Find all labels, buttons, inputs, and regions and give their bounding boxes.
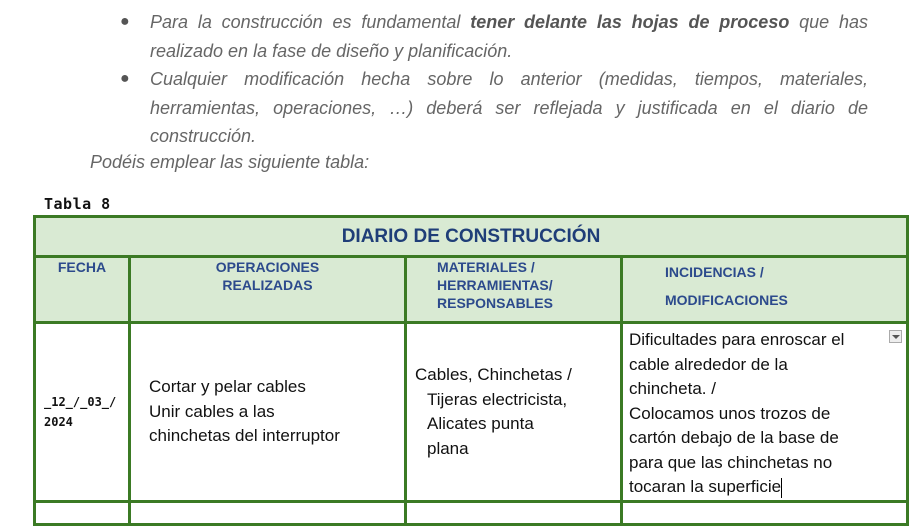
- header-line: REALIZADAS: [222, 277, 313, 293]
- bullet-icon: ●: [120, 13, 130, 30]
- cell-line: cable alrededor de la: [629, 354, 788, 374]
- cell-empty[interactable]: [35, 502, 130, 525]
- table-row-empty: [35, 502, 908, 525]
- cell-line-last: [629, 475, 906, 500]
- cell-line: 2024: [44, 415, 73, 429]
- instruction-text: Cualquier modificación hecha sobre lo anterior (medidas, tiempos, materiales, herramientas, operaciones, …) deberá ser reflejada y justificada en el diario de construcción.: [150, 69, 868, 146]
- cell-line: cartón debajo de la base de: [629, 428, 839, 447]
- cell-fecha[interactable]: [35, 323, 130, 502]
- dropdown-arrow-icon[interactable]: [889, 330, 902, 343]
- cell-materiales[interactable]: [406, 323, 622, 502]
- cell-line: chincheta. /: [629, 379, 716, 398]
- table-intro: Podéis emplear las siguiente tabla:: [90, 152, 370, 172]
- cell-line: Cables, Chinchetas /: [415, 365, 572, 384]
- cell-line: Unir cables a las: [149, 401, 275, 421]
- cell-line: Tijeras electricista,: [427, 389, 568, 409]
- cell-line: chinchetas del interruptor: [149, 426, 340, 446]
- table-title-row: [35, 217, 908, 257]
- header-line: RESPONSABLES: [437, 295, 553, 311]
- instruction-item: [118, 65, 868, 151]
- cell-empty[interactable]: [130, 502, 406, 525]
- cell-line: plana: [427, 438, 469, 458]
- cell-line: tocaran la superficie: [629, 477, 782, 496]
- cell-empty[interactable]: [622, 502, 908, 525]
- table-row: [35, 323, 908, 502]
- text-cursor: [781, 478, 782, 498]
- instruction-text: que has realizado en la fase de diseño y planificación.: [150, 12, 868, 61]
- cell-line: Dificultades para enroscar el: [629, 330, 845, 349]
- header-line: INCIDENCIAS /: [665, 264, 764, 280]
- cell-line: Alicates punta: [427, 414, 534, 433]
- header-line: MODIFICACIONES: [665, 292, 788, 308]
- cell-operaciones[interactable]: [130, 323, 406, 502]
- header-line: OPERACIONES: [215, 259, 320, 275]
- table-caption: Tabla 8: [44, 195, 111, 213]
- header-line: HERRAMIENTAS/: [437, 277, 553, 293]
- header-materiales: [406, 257, 622, 323]
- instruction-emphasis: tener delante las hojas de proceso: [470, 12, 790, 32]
- header-fecha: FECHA: [35, 257, 130, 323]
- header-incidencias: [622, 257, 908, 323]
- table-title: DIARIO DE CONSTRUCCIÓN: [35, 217, 908, 257]
- cell-line: _12_/_03_/: [44, 395, 117, 409]
- instruction-item: [118, 8, 868, 65]
- instruction-text: Para la construcción es fundamental: [150, 12, 471, 32]
- cell-line: Colocamos unos trozos de: [629, 403, 831, 423]
- cell-line: para que las chinchetas no: [629, 452, 833, 472]
- instruction-list: [118, 8, 868, 151]
- header-line: MATERIALES /: [437, 259, 535, 275]
- header-operaciones: [130, 257, 406, 323]
- cell-empty[interactable]: [406, 502, 622, 525]
- bullet-icon: ●: [120, 70, 130, 87]
- construction-diary-table: [33, 215, 909, 526]
- cell-incidencias[interactable]: [622, 323, 908, 502]
- table-header-row: [35, 257, 908, 323]
- cell-line: Cortar y pelar cables: [149, 377, 306, 397]
